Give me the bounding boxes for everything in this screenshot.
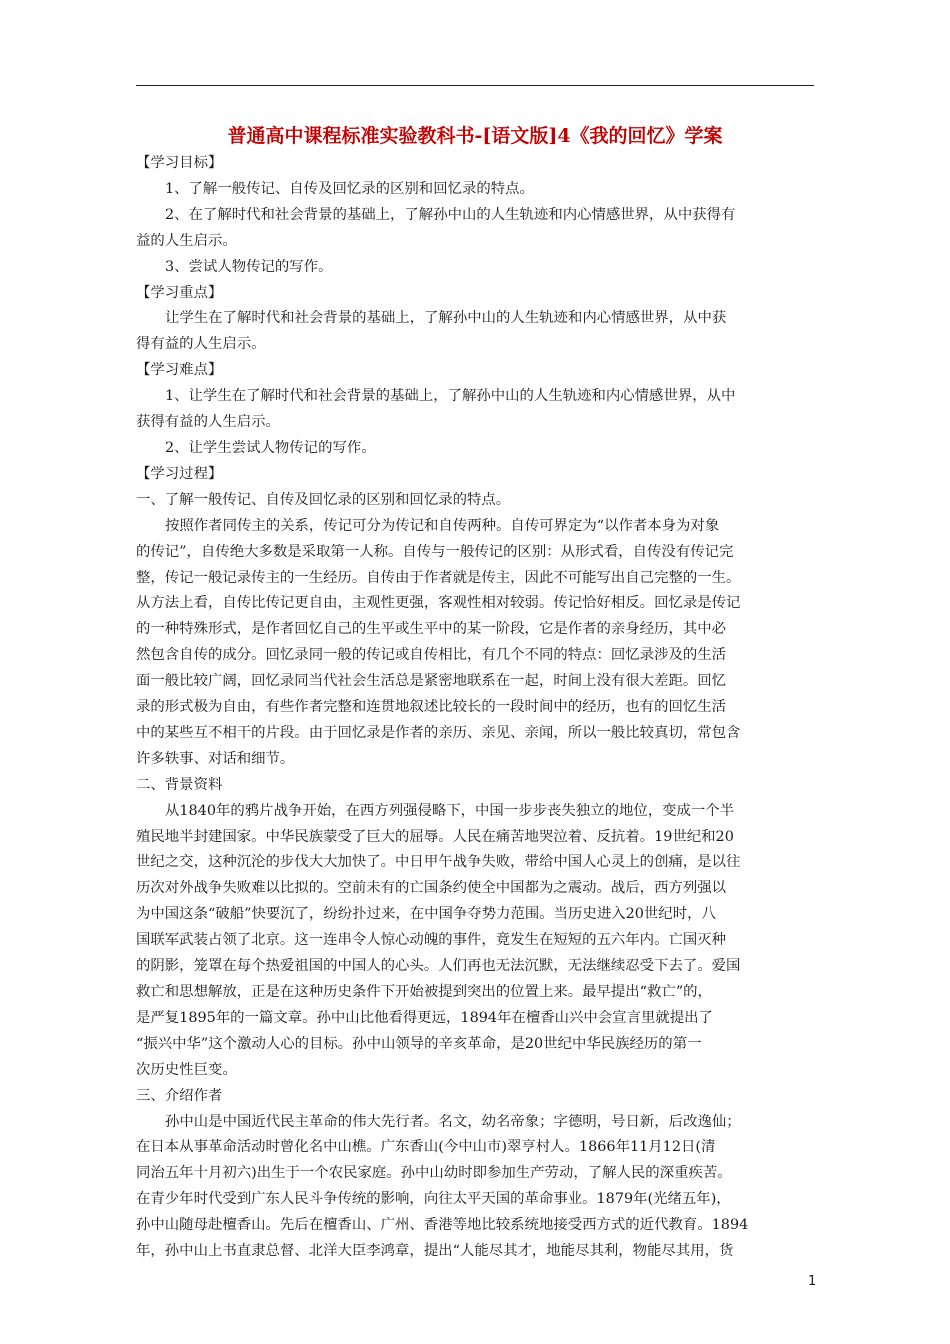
- text-line: 面一般比较广阔，回忆录同当代社会生活总是紧密地联系在一起，时间上没有很大差距。回忆: [136, 673, 727, 690]
- text-line: 按照作者同传主的关系，传记可分为传记和自传两种。自传可界定为“以作者本身为对象: [165, 517, 720, 534]
- text-line: 在日本从事革命活动时曾化名中山樵。广东香山(今中山市)翠亨村人。1866年11月12日(清: [136, 1139, 716, 1156]
- paragraph-lines: [136, 151, 814, 1265]
- text-line: 次历史性巨变。: [136, 1061, 237, 1078]
- text-line: 中的某些互不相干的片段。由于回忆录是作者的亲历、亲见、亲闻，所以一般比较真切，常包含: [136, 724, 741, 741]
- text-line: 【学习过程】: [136, 465, 223, 482]
- document-body: [136, 122, 814, 1265]
- text-line: 的传记”，自传绝大多数是采取第一人称。自传与一般传记的区别：从形式看，自传没有传记完: [136, 543, 734, 560]
- text-line: 【学习目标】: [136, 155, 223, 171]
- text-line: 二、背景资料: [136, 776, 223, 793]
- document-title: 普通高中课程标准实验教科书-[语文版]4《我的回忆》学案: [227, 125, 723, 147]
- text-line: 从1840年的鸦片战争开始，在西方列强侵略下，中国一步步丧失独立的地位，变成一个半: [165, 802, 735, 819]
- text-line: 救亡和思想解放，正是在这种历史条件下开始被提到突出的位置上来。最早提出“救亡”的，: [136, 984, 712, 1000]
- text-line: 世纪之交，这种沉沦的步伐大大加快了。中日甲午战争失败，带给中国人心灵上的创痛，是以往: [136, 854, 741, 871]
- text-line: 3、尝试人物传记的写作。: [165, 258, 333, 275]
- text-line: 2、让学生尝试人物传记的写作。: [165, 439, 376, 456]
- text-line: 许多轶事、对话和细节。: [136, 750, 295, 767]
- text-line: 然包含自传的成分。回忆录同一般的传记或自传相比，有几个不同的特点：回忆录涉及的生活: [136, 647, 727, 664]
- text-line: 孙中山随母赴檀香山。先后在檀香山、广州、香港等地比较系统地接受西方式的近代教育。1894: [136, 1217, 749, 1234]
- text-line: 历次对外战争失败难以比拟的。空前未有的亡国条约使全中国都为之震动。战后，西方列强以: [136, 880, 727, 897]
- text-line: 三、介绍作者: [136, 1087, 223, 1104]
- text-line: 1、了解一般传记、自传及回忆录的区别和回忆录的特点。: [165, 180, 534, 197]
- text-line: 整，传记一般记录传主的一生经历。自传由于作者就是传主，因此不可能写出自己完整的一生。: [136, 569, 741, 586]
- text-line: 获得有益的人生启示。: [136, 414, 280, 431]
- text-line: 从方法上看，自传比传记更自由，主观性更强，客观性相对较弱。传记恰好相反。回忆录是传记: [136, 595, 741, 612]
- text-line: 为中国这条“破船”快要沉了，纷纷扑过来，在中国争夺势力范围。当历史进入20世纪时，八: [136, 906, 716, 923]
- text-line: 1、让学生在了解时代和社会背景的基础上，了解孙中山的人生轨迹和内心情感世界，从中: [165, 388, 736, 405]
- text-line: 益的人生启示。: [136, 232, 237, 249]
- text-line: 得有益的人生启示。: [136, 336, 266, 353]
- text-line: 国联军武装占领了北京。这一连串令人惊心动魄的事件，竟发生在短短的五六年内。亡国灭种: [136, 932, 727, 949]
- text-line: 一、了解一般传记、自传及回忆录的区别和回忆录的特点。: [136, 491, 511, 508]
- text-line: 让学生在了解时代和社会背景的基础上，了解孙中山的人生轨迹和内心情感世界，从中获: [165, 310, 727, 327]
- text-line: 是严复1895年的一篇文章。孙中山比他看得更远，1894年在檀香山兴中会宣言里就提出了: [136, 1009, 713, 1026]
- text-line: 殖民地半封建国家。中华民族蒙受了巨大的屈辱。人民在痛苦地哭泣着、反抗着。19世纪和20: [136, 828, 734, 845]
- text-line: 同治五年十月初六)出生于一个农民家庭。孙中山幼时即参加生产劳动，了解人民的深重疾苦。: [136, 1165, 732, 1182]
- text-line: 【学习重点】: [136, 284, 223, 301]
- text-line: 2、在了解时代和社会背景的基础上，了解孙中山的人生轨迹和内心情感世界，从中获得有: [165, 206, 736, 223]
- text-line: 孙中山是中国近代民主革命的伟大先行者。名文，幼名帝象；字德明，号日新，后改逸仙；: [165, 1113, 741, 1130]
- text-line: 录的形式极为自由，有些作者完整和连贯地叙述比较长的一段时间中的经历，也有的回忆生活: [136, 699, 727, 716]
- text-line: 年，孙中山上书直隶总督、北洋大臣李鸿章，提出“人能尽其才，地能尽其利，物能尽其用，货: [136, 1243, 734, 1260]
- text-line: 在青少年时代受到广东人民斗争传统的影响，向往太平天国的革命事业。1879年(光绪五年)，: [136, 1191, 731, 1208]
- text-line: 的一种特殊形式，是作者回忆自己的生平或生平中的某一阶段，它是作者的亲身经历，其中必: [136, 621, 727, 638]
- text-line: 【学习难点】: [136, 362, 223, 379]
- header-rule: [136, 85, 814, 86]
- text-line: 的阴影，笼罩在每个热爱祖国的中国人的心头。人们再也无法沉默，无法继续忍受下去了。爱国: [136, 958, 741, 975]
- text-line: “振兴中华”这个激动人心的目标。孙中山领导的辛亥革命，是20世纪中华民族经历的第一: [136, 1035, 702, 1052]
- page-number: 1: [808, 1274, 817, 1289]
